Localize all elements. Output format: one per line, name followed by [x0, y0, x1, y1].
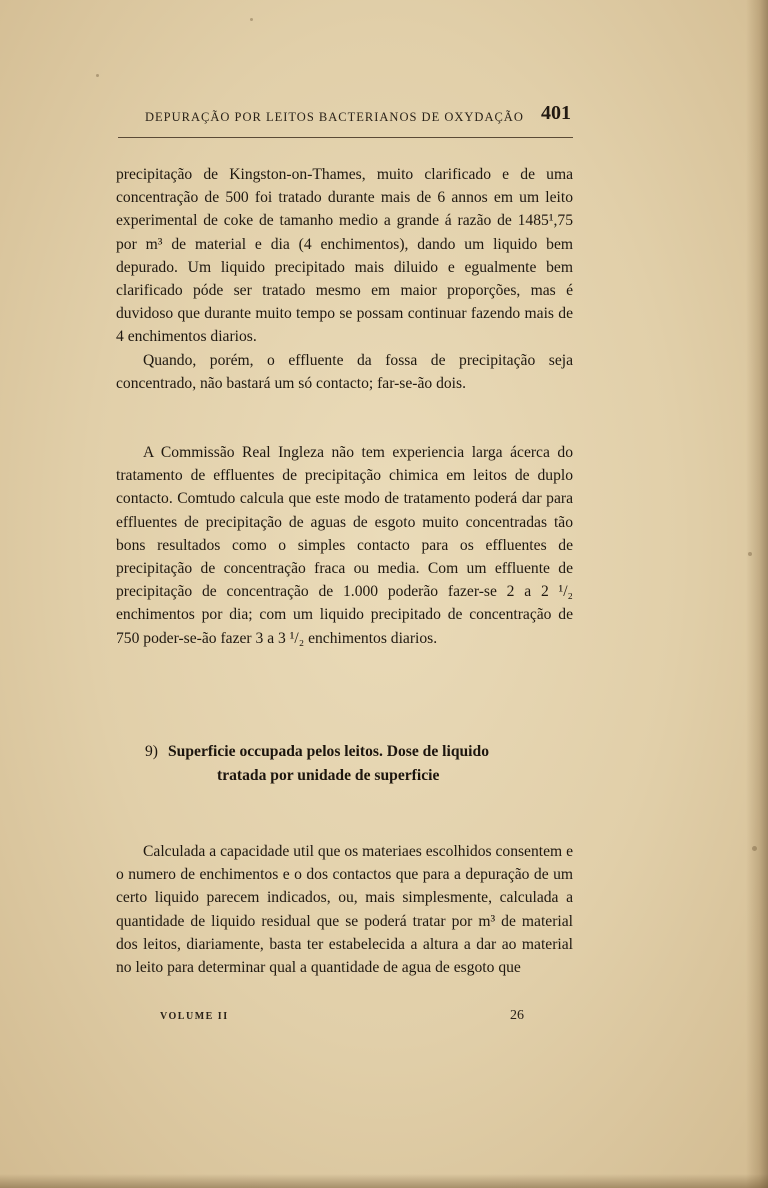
page-number: 401	[541, 102, 571, 124]
header-rule	[118, 137, 573, 138]
text-block-section	[116, 840, 573, 979]
section-title-line1: Superficie occupada pelos leitos. Dose de liquido	[168, 743, 489, 760]
paragraph: A Commissão Real Ingleza não tem experiencia larga ácerca do tratamento de effluentes de precipitação chimica em leitos de duplo contacto. Comtudo calcula que este modo de tratamento poderá dar para effluentes de precipitação de aguas de esgoto muito concentradas tão bons resultados como o simples contacto para os effluentes de precipitação de concentração fraca ou media. Com um effluente de precipitação de concentração de 1.000 poderão fazer-se 2 a 2 ¹/₂ enchimentos por dia; com um liquido precipitado de concentração de 750 poder-se-ão fazer 3 a 3 ¹/₂ enchimentos diarios.	[116, 444, 573, 647]
section-title-line2: tratada por unidade de superficie	[217, 767, 440, 784]
text-block-commission	[116, 441, 573, 650]
paragraph: Calculada a capacidade util que os materiaes escolhidos consentem e o numero de enchimentos e o dos contactos que para a depuração de um certo liquido parecem indicados, ou, mais simplesmente, calculada a quantidade de liquido residual que se poderá tratar por m³ de material dos leitos, diariamente, basta ter estabelecida a altura a dar ao material no leito para determinar qual a quantidade de agua de esgoto que	[116, 843, 573, 977]
page-header	[145, 102, 573, 132]
page-bottom-shadow	[0, 1174, 768, 1188]
volume-label: VOLUME II	[160, 1011, 229, 1022]
running-head: DEPURAÇÃO POR LEITOS BACTERIANOS DE OXYDAÇÃO	[145, 110, 524, 124]
text-block-continuation	[116, 163, 573, 395]
page-footer	[160, 1008, 530, 1028]
paper-speck	[250, 18, 253, 21]
section-number: 9)	[145, 743, 158, 760]
page-edge-shadow	[746, 0, 768, 1188]
section-heading	[145, 740, 565, 788]
paper-speck	[96, 74, 99, 77]
paragraph: Quando, porém, o effluente da fossa de precipitação seja concentrado, não bastará um só contacto; far-se-ão dois.	[116, 351, 573, 392]
paragraph: precipitação de Kingston-on-Thames, muito clarificado e de uma concentração de 500 foi tratado durante mais de 6 annos em um leito experimental de coke de tamanho medio a grande á razão de 1485¹,75 por m³ de material e dia (4 enchimentos), dando um liquido bem depurado. Um liquido precipitado mais diluido e egualmente bem clarificado póde ser tratado mesmo em maior proporções, mas é duvidoso que durante muito tempo se possam continuar fazendo mais de 4 enchimentos diarios.	[116, 166, 573, 346]
signature-mark: 26	[510, 1008, 524, 1023]
